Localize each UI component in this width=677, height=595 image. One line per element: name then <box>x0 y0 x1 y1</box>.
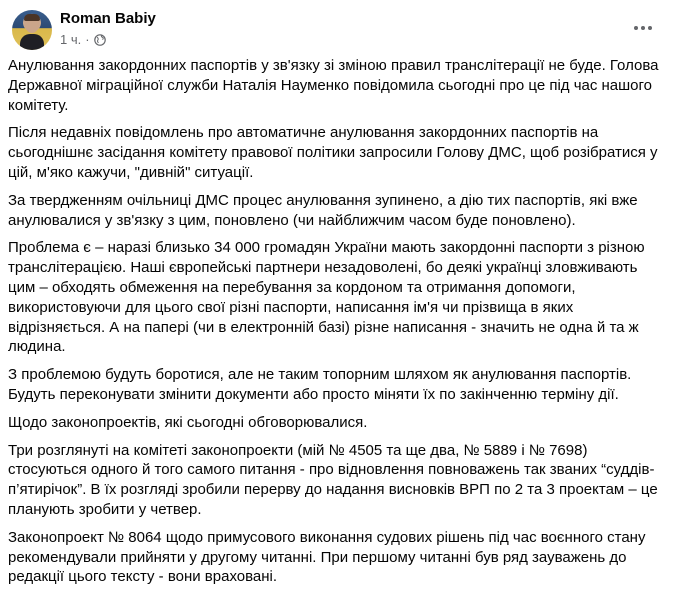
more-options-icon[interactable] <box>625 10 661 46</box>
author-name[interactable]: Roman Babiy <box>60 10 156 27</box>
post-meta <box>60 32 106 47</box>
avatar[interactable] <box>12 10 52 50</box>
meta-separator: · <box>85 32 90 47</box>
post-paragraph: Проблема є – наразі близько 34 000 громадян України мають закордонні паспорти з різною транслітерацією. Наші європейські партнери незадоволені, бо деякі українці зловживають цим – обходять обмеження на перебування за кордоном та отримання допомоги, використовуючи для цього свої різні паспорти, написання ім'я чи прізвища в яких відрізняється. А на папері (чи в електронній базі) різне написання - значить не одна й та ж людина. <box>8 239 645 356</box>
post-body <box>8 56 668 595</box>
post-paragraph: Щодо законопроектів, які сьогодні обговорювалися. <box>8 413 368 431</box>
post-paragraph: Після недавніх повідомлень про автоматичне анулювання закордонних паспортів на сьогоднішнє засідання комітету правової політики запросили Голову ДМС, щоб розібратися у цій, м'яко кажучи, "дивній" ситуації. <box>8 124 658 181</box>
post-paragraph: Законопроект № 8064 щодо примусового виконання судових рішень під час воєнного стану рекомендували прийняти у другому читанні. При першому читанні був ряд зауважень до редакції цього тексту - вони враховані. <box>8 528 646 586</box>
post-paragraph: Анулювання закордонних паспортів у зв'язку зі зміною правил транслітерації не буде. Голова Державної міграційної служби Наталія Науменко повідомила сьогодні про це під час нашого комітету. <box>8 57 659 114</box>
post-paragraph: За твердженням очільниці ДМС процес анулювання зупинено, а дію тих паспортів, які вже анулювалися у зв'язку з цим, поновлено (чи найближчим часом буде поновлено). <box>8 191 638 229</box>
globe-icon[interactable] <box>94 34 106 46</box>
post-header <box>8 6 669 52</box>
post-time[interactable]: 1 ч. <box>60 32 82 47</box>
post-paragraph: Три розглянуті на комітеті законопроекти (мій № 4505 та ще два, № 5889 і № 7698) стосуються одного й того самого питання - про відновлення повноважень так званих “суддів-п’ятирічок”. В їх розгляді зробили перерву до надання висновків ВРП по 2 та 3 проектам – це планують зробити у четвер. <box>8 441 658 518</box>
post-paragraph: З проблемою будуть боротися, але не таким топорним шляхом як анулювання паспортів. Будуть переконувати змінити документи або просто міняти їх по закінченню терміну дії. <box>8 366 632 403</box>
